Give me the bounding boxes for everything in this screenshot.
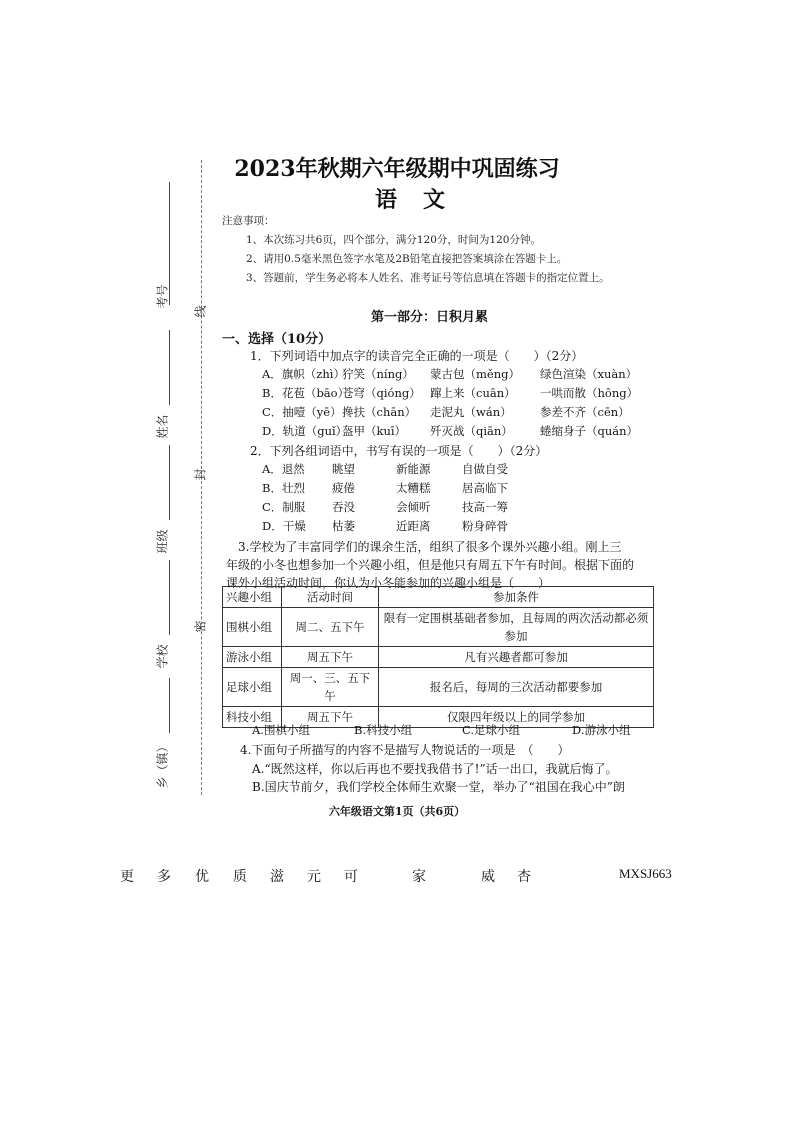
option: 狞笑（níng） (342, 367, 414, 381)
watermark-char: 质 (233, 869, 247, 885)
part-title: 第一部分：日积月累 (371, 310, 489, 325)
option: 一哄而散（hōng） (540, 386, 639, 400)
option: 歼灭战（qiān） (430, 424, 513, 438)
question-3-stem-line: 课外小组活动时间，你认为小冬能参加的兴趣小组是（ ） (226, 576, 551, 590)
option: C.足球小组 (462, 723, 521, 737)
margin-line (169, 560, 170, 635)
option: 近距离 (396, 519, 431, 533)
page-footer: 六年级语文第1页（共6页） (328, 805, 466, 818)
table-header: 参加条件 (379, 587, 654, 608)
table-row (223, 608, 654, 647)
note-item: 1、本次练习共6页，四个部分，满分120分，时间为120分钟。 (246, 234, 541, 246)
option: 苍穹（qióng） (342, 386, 421, 400)
option: B．花苞（bāo） (262, 386, 350, 400)
seal-word-close: 密 (193, 620, 208, 633)
watermark-char: 家 (412, 869, 426, 885)
option: 技高一筹 (462, 500, 508, 514)
option: 新能源 (396, 462, 431, 476)
option: 疲倦 (332, 481, 355, 495)
notes-heading: 注意事项： (222, 215, 275, 227)
option: 太糟糕 (396, 481, 431, 495)
margin-field-name: 姓名 (155, 414, 170, 439)
question-1-option-row (262, 423, 638, 439)
option: 蜷缩身子（quán） (540, 424, 639, 438)
table-cell: 足球小组 (223, 668, 282, 707)
watermark-char: 多 (157, 869, 171, 885)
watermark-char: 威 (481, 869, 495, 885)
watermark-char: 可 (344, 869, 358, 885)
question-4-option: A.“既然这样，你以后再也不要找我借书了!”话一出口，我就后悔了。 (252, 762, 618, 776)
watermark-char: 优 (195, 869, 209, 885)
option: 蹿上来（cuān） (430, 386, 516, 400)
table-cell: 仅限四年级以上的同学参加 (379, 707, 654, 728)
seal-word-seal: 封 (193, 468, 208, 481)
watermark-char: 更 (120, 869, 134, 885)
page-title: 2023年秋期六年级期中巩固练习 (234, 156, 560, 182)
option: 绿色渲染（xuàn） (540, 367, 638, 381)
option: C．抽噎（yē） (262, 405, 342, 419)
question-4-option: B.国庆节前夕，我们学校全体师生欢聚一堂，举办了“祖国在我心中”朗 (252, 780, 625, 794)
question-3-stem-line: 3.学校为了丰富同学们的课余生活，组织了很多个课外兴趣小组。刚上三 (238, 540, 622, 554)
table-cell: 科技小组 (223, 707, 282, 728)
option: 吞没 (332, 500, 355, 514)
option: 参差不齐（cēn） (540, 405, 630, 419)
subject-title: 语文 (374, 187, 471, 213)
seal-word-line: 线 (193, 305, 208, 318)
option: B.科技小组 (354, 723, 413, 737)
question-2-option-row (262, 461, 508, 477)
question-3-option-row (252, 722, 630, 738)
margin-line (169, 678, 170, 733)
option: D．干燥 (262, 519, 306, 533)
table-cell: 周一、三、五下午 (282, 668, 379, 707)
section-heading: 一、选择（10分） (222, 332, 332, 347)
table-cell: 报名后，每周的三次活动都要参加 (379, 668, 654, 707)
margin-field-exam-number: 考号 (155, 284, 170, 309)
margin-line (169, 330, 170, 405)
question-1-stem: 1．下列词语中加点字的读音完全正确的一项是（ ）（2分） (250, 349, 584, 363)
table-row (223, 647, 654, 668)
question-2-option-row (262, 480, 508, 496)
table-header: 活动时间 (282, 587, 379, 608)
table-cell: 游泳小组 (223, 647, 282, 668)
option: 居高临下 (462, 481, 508, 495)
option: 走泥丸（wán） (430, 405, 512, 419)
table-cell: 周二、五下午 (282, 608, 379, 647)
option: D．轨道（guǐ） (262, 424, 348, 438)
table-cell: 周五下午 (282, 707, 379, 728)
table-header: 兴趣小组 (223, 587, 282, 608)
question-4-stem: 4.下面句子所描写的内容不是描写人物说话的一项是 （ ） (240, 743, 570, 757)
question-2-stem: 2．下列各组词语中，书写有误的一项是（ ）（2分） (250, 444, 548, 458)
option: 自做自受 (462, 462, 508, 476)
option: B．壮烈 (262, 481, 305, 495)
option: D.游泳小组 (572, 723, 631, 737)
table-cell: 围棋小组 (223, 608, 282, 647)
option: A.围棋小组 (252, 723, 310, 737)
watermark-char: 杏 (517, 869, 531, 885)
note-item: 2、请用0.5毫米黑色签字水笔及2B铅笔直接把答案填涂在答题卡上。 (246, 253, 568, 265)
question-1-option-row (262, 385, 638, 401)
option: 搀扶（chān） (342, 405, 417, 419)
margin-field-class: 班级 (155, 529, 170, 554)
option: C．制服 (262, 500, 306, 514)
table-cell: 周五下午 (282, 647, 379, 668)
question-1-option-row (262, 366, 637, 382)
table-cell: 凡有兴趣者都可参加 (379, 647, 654, 668)
option: 蒙古包（měng） (430, 367, 520, 381)
watermark-char: 滋 (270, 869, 284, 885)
table-cell: 限有一定围棋基础者参加，且每周的两次活动都必须参加 (379, 608, 654, 647)
question-2-option-row (262, 518, 508, 534)
option: A．退然 (262, 462, 305, 476)
question-3-stem-line: 年级的小冬也想参加一个兴趣小组，但是他只有周五下午有时间。根据下面的 (226, 558, 635, 572)
question-2-option-row (262, 499, 508, 515)
option: 会倾听 (396, 500, 431, 514)
note-item: 3、答题前，学生务必将本人姓名、准考证号等信息填在答题卡的指定位置上。 (246, 272, 610, 284)
option: A．旗帜（zhì） (262, 367, 345, 381)
table-header-row (223, 587, 654, 608)
margin-line (169, 445, 170, 520)
watermark-code: MXSJ663 (619, 866, 672, 881)
margin-field-township: 乡（镇） (155, 740, 170, 789)
option: 眺望 (332, 462, 355, 476)
question-1-option-row (262, 404, 630, 420)
activity-table (222, 586, 654, 728)
option: 粉身碎骨 (462, 519, 508, 533)
option: 盔甲（kuī） (342, 424, 407, 438)
table-row (223, 668, 654, 707)
watermark-char: 元 (307, 869, 321, 885)
margin-field-school: 学校 (155, 644, 170, 669)
option: 枯萎 (332, 519, 355, 533)
